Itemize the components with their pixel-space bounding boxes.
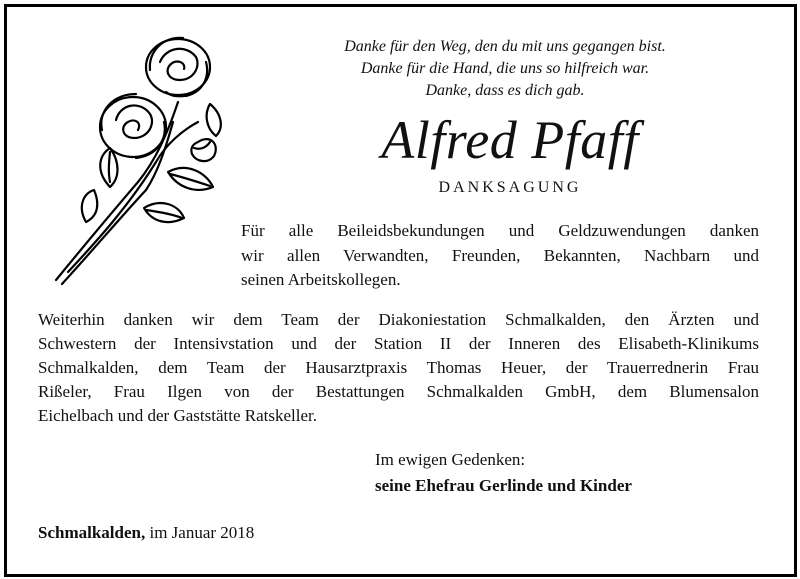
poem-line-3: Danke, dass es dich gab.	[425, 82, 585, 99]
paragraph-2-line-5: Eichelbach und der Gaststätte Ratskeller.	[38, 406, 317, 425]
paragraph-2-line-1: Weiterhin danken wir dem Team der Diakoniestation Schmalkalden, den Ärzten und	[38, 310, 759, 329]
paragraph-2-line-3: Schmalkalden, dem Team der Hausarztpraxis Thomas Heuer, der Trauerrednerin Frau	[38, 358, 759, 377]
poem-line-1: Danke für den Weg, den du mit uns gegangen bist.	[344, 38, 666, 55]
place-date-text: im Januar 2018	[145, 523, 255, 542]
place-date	[38, 522, 254, 544]
deceased-name: Alfred Pfaff	[381, 110, 639, 170]
rose-bouquet-icon	[38, 22, 228, 287]
paragraph-1-line-3: seinen Arbeitskollegen.	[241, 270, 401, 289]
paragraph-1-line-1: Für alle Beileidsbekundungen und Geldzuwendungen danken	[241, 221, 759, 240]
paragraph-1-line-2: wir allen Verwandten, Freunden, Bekannten, Nachbarn und	[241, 246, 759, 265]
paragraph-2-line-2: Schwestern der Intensivstation und der Station II der Inneren des Elisabeth-Klinikums	[38, 334, 759, 353]
paragraph-2-line-4: Rißeler, Frau Ilgen von der Bestattungen Schmalkalden GmbH, dem Blumensalon	[38, 382, 759, 401]
closing-line: Im ewigen Gedenken:	[375, 450, 526, 469]
place-city: Schmalkalden,	[38, 523, 146, 542]
poem-line-2: Danke für die Hand, die uns so hilfreich war.	[360, 60, 650, 77]
heading-danksagung: DANKSAGUNG	[438, 179, 582, 196]
signature-family: seine Ehefrau Gerlinde und Kinder	[375, 476, 632, 495]
